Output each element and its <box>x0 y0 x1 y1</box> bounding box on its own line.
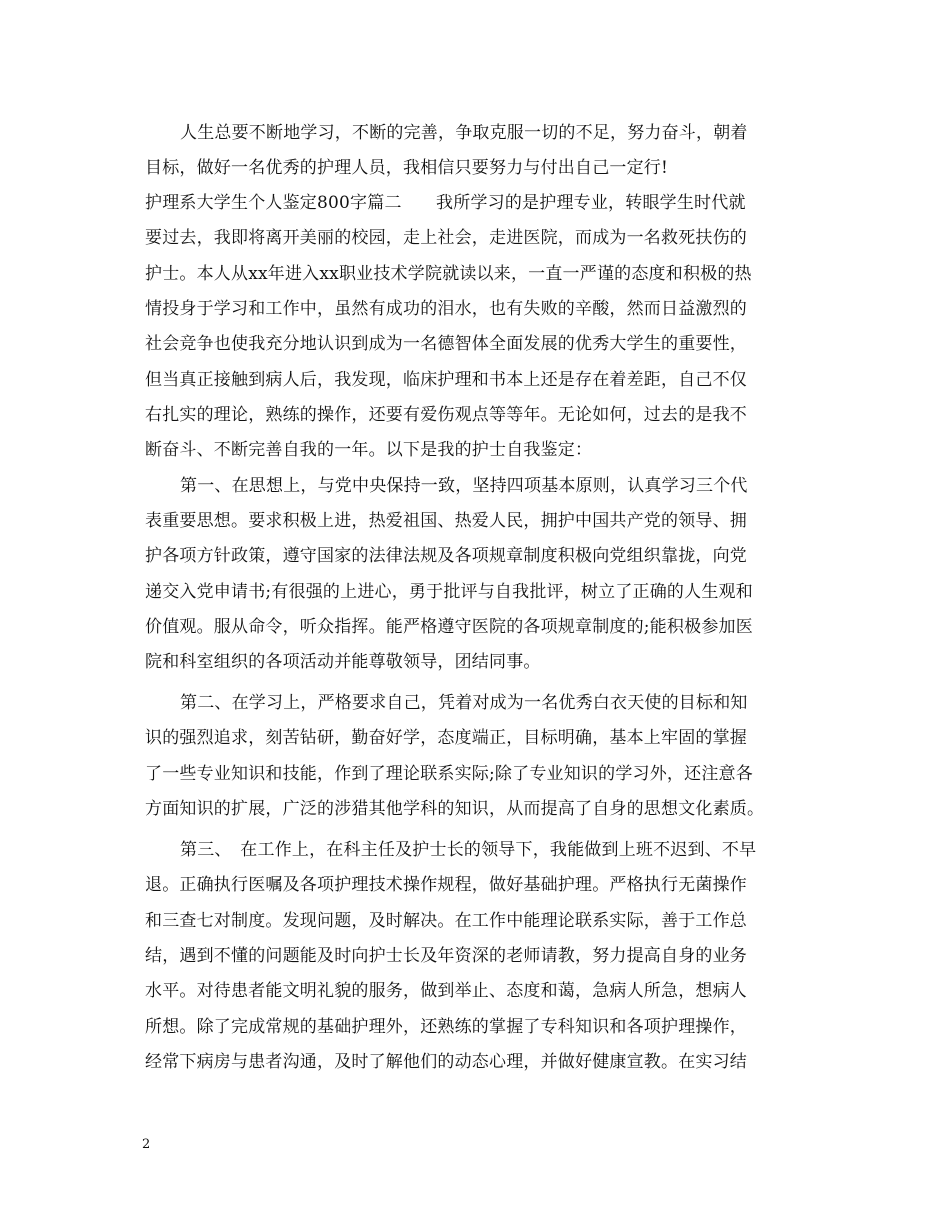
text-line: 院和科室组织的各项活动并能尊敬领导，团结同事。 <box>145 652 541 672</box>
text-line: 护理系大学生个人鉴定800字篇二 我所学习的是护理专业，转眼学生时代就 <box>145 193 746 213</box>
text-line: 退。正确执行医嘱及各项护理技术操作规程，做好基础护理。严格执行无菌操作 <box>145 875 747 895</box>
text-line: 社会竞争也使我充分地认识到成为一名德智体全面发展的优秀大学生的重要性， <box>145 334 747 354</box>
text-line: 情投身于学习和工作中，虽然有成功的泪水，也有失败的辛酸，然而日益激烈的 <box>145 299 747 319</box>
text-line: 经常下病房与患者沟通，及时了解他们的动态心理，并做好健康宣教。在实习结 <box>145 1052 747 1072</box>
text-line: 方面知识的扩展，广泛的涉猎其他学科的知识，从而提高了自身的思想文化素质。 <box>145 799 765 819</box>
text-line: 第二、在学习上，严格要求自己，凭着对成为一名优秀白衣天使的目标和知 <box>180 693 748 713</box>
text-line: 第三、 在工作上，在科主任及护士长的领导下，我能做到上班不迟到、不早 <box>180 840 757 860</box>
text-line: 所想。除了完成常规的基础护理外，还熟练的掌握了专科知识和各项护理操作， <box>145 1017 747 1037</box>
page-number: 2 <box>142 1137 151 1152</box>
text-line: 了一些专业知识和技能，作到了理论联系实际;除了专业知识的学习外，还注意各 <box>145 764 753 784</box>
text-line: 护士。本人从xx年进入xx职业技术学院就读以来，一直一严谨的态度和积极的热 <box>145 264 752 284</box>
text-line: 但当真正接触到病人后，我发现，临床护理和书本上还是存在着差距，自己不仅 <box>145 370 747 390</box>
text-line: 水平。对待患者能文明礼貌的服务，做到举止、态度和蔼，急病人所急，想病人 <box>145 981 747 1001</box>
text-line: 第一、在思想上，与党中央保持一致，坚持四项基本原则，认真学习三个代 <box>180 476 748 496</box>
text-line: 要过去，我即将离开美丽的校园，走上社会，走进医院，而成为一名救死扶伤的 <box>145 228 747 248</box>
text-line: 目标，做好一名优秀的护理人员，我相信只要努力与付出自己一定行! <box>145 158 669 178</box>
text-line: 护各项方针政策，遵守国家的法律法规及各项规章制度积极向党组织靠拢，向党 <box>145 546 747 566</box>
text-line: 递交入党申请书;有很强的上进心，勇于批评与自我批评，树立了正确的人生观和 <box>145 582 753 602</box>
text-line: 价值观。服从命令，听众指挥。能严格遵守医院的各项规章制度的;能积极参加医 <box>145 617 753 637</box>
text-line: 表重要思想。要求积极上进，热爱祖国、热爱人民，拥护中国共产党的领导、拥 <box>145 511 747 531</box>
text-line: 和三查七对制度。发现问题，及时解决。在工作中能理论联系实际，善于工作总 <box>145 911 747 931</box>
text-line: 识的强烈追求，刻苦钻研，勤奋好学，态度端正，目标明确，基本上牢固的掌握 <box>145 728 747 748</box>
text-line: 右扎实的理论，熟练的操作，还要有爱伤观点等等年。无论如何，过去的是我不 <box>145 405 747 425</box>
text-line: 结，遇到不懂的问题能及时向护士长及年资深的老师请教，努力提高自身的业务 <box>145 946 747 966</box>
text-line: 断奋斗、不断完善自我的一年。以下是我的护士自我鉴定： <box>145 440 593 460</box>
text-line: 人生总要不断地学习，不断的完善，争取克服一切的不足，努力奋斗，朝着 <box>180 123 748 143</box>
